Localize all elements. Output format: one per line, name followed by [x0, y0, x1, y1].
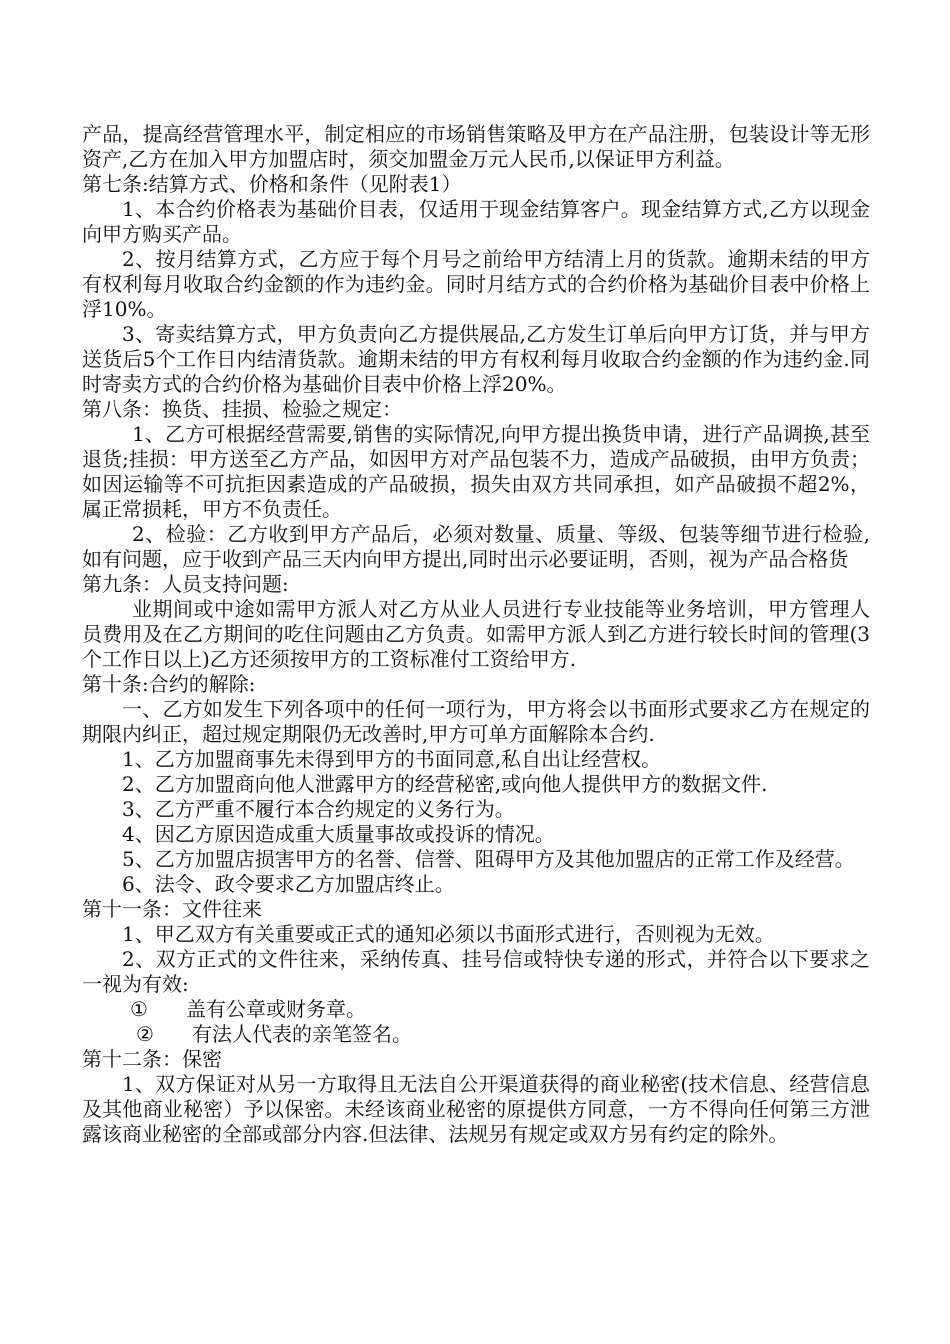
circled-two-marker: ② [136, 1022, 154, 1046]
article-8-title: 第八条：换货、挂损、检验之规定： [82, 397, 402, 421]
article-7-clause-2: 2、按月结算方式，乙方应于每个月号之前给甲方结清上月的货款。逾期未结的甲方有权利每月收取合约金额的作为违约金。同时月结方式的合约价格为基础价目表中价格上浮10%。 [82, 247, 870, 321]
article-10-item-4: 4、因乙方原因造成重大质量事故或投诉的情况。 [122, 822, 555, 846]
contract-body [82, 122, 870, 1147]
article-9-title: 第九条：人员支持问题: [82, 572, 289, 596]
requirement-a-text: 盖有公章或财务章。 [186, 997, 366, 1021]
article-8-clause-2: 2、检验：乙方收到甲方产品后，必须对数量、质量、等级、包装等细节进行检验,如有问题，应于收到产品三天内向甲方提出,同时出示必要证明，否则，视为产品合格货 [82, 522, 870, 571]
article-7-title: 第七条:结算方式、价格和条件（见附表1） [82, 172, 462, 196]
circled-one-marker: ① [130, 997, 148, 1021]
article-10-item-6: 6、法令、政令要求乙方加盟店终止。 [122, 872, 455, 896]
article-11-requirement-a [82, 997, 870, 1022]
article-11-requirement-b [82, 1022, 870, 1047]
article-10-title: 第十条:合约的解除: [82, 672, 256, 696]
article-7-clause-3: 3、寄卖结算方式，甲方负责向乙方提供展品,乙方发生订单后向甲方订货，并与甲方送货后5个工作日内结清货款。逾期未结的甲方有权利每月收取合约金额的作为违约金.同时寄卖方式的合约价格为基础价目表中价格上浮20%。 [82, 322, 870, 396]
article-10-item-3: 3、乙方严重不履行本合约规定的义务行为。 [122, 797, 515, 821]
article-9-clause-1: 业期间或中途如需甲方派人对乙方从业人员进行专业技能等业务培训，甲方管理人员费用及在乙方期间的吃住问题由乙方负责。如需甲方派人到乙方进行较长时间的管理(3个工作日以上)乙方还须按甲方的工资标准付工资给甲方. [82, 597, 870, 671]
article-8-clause-1: 1、乙方可根据经营需要,销售的实际情况,向甲方提出换货申请，进行产品调换,甚至退货;挂损：甲方送至乙方产品，如因甲方对产品包装不力，造成产品破损，由甲方负责；如因运输等不可抗拒因素造成的产品破损，损失由双方共同承担，如产品破损不超2%，属正常损耗，甲方不负责任。 [82, 422, 870, 521]
article-10-item-5: 5、乙方加盟店损害甲方的名誉、信誉、阻碍甲方及其他加盟店的正常工作及经营。 [122, 847, 855, 871]
article-12-title: 第十二条：保密 [82, 1047, 222, 1071]
article-11-title: 第十一条：文件往来 [82, 897, 262, 921]
article-10-item-1: 1、乙方加盟商事先未得到甲方的书面同意,私自出让经营权。 [122, 747, 662, 771]
article-11-clause-2: 2、双方正式的文件往来，采纳传真、挂号信或特快专递的形式，并符合以下要求之一视为有效: [82, 947, 870, 996]
article-12-clause-1: 1、双方保证对从另一方取得且无法自公开渠道获得的商业秘密(技术信息、经营信息及其他商业秘密）予以保密。未经该商业秘密的原提供方同意，一方不得向任何第三方泄露该商业秘密的全部或部分内容.但法律、法规另有规定或双方另有约定的除外。 [82, 1072, 870, 1146]
article-7-clause-1: 1、本合约价格表为基础价目表，仅适用于现金结算客户。现金结算方式,乙方以现金向甲方购买产品。 [82, 197, 870, 246]
article-10-item-2: 2、乙方加盟商向他人泄露甲方的经营秘密,或向他人提供甲方的数据文件. [122, 772, 768, 796]
article-10-intro: 一、乙方如发生下列各项中的任何一项行为，甲方将会以书面形式要求乙方在规定的期限内纠正，超过规定期限仍无改善时,甲方可单方面解除本合约. [82, 697, 870, 746]
requirement-b-text: 有法人代表的亲笔签名。 [192, 1022, 412, 1046]
article-11-clause-1: 1、甲乙双方有关重要或正式的通知必须以书面形式进行，否则视为无效。 [122, 922, 775, 946]
paragraph-fee: 产品，提高经营管理水平，制定相应的市场销售策略及甲方在产品注册，包装设计等无形资产,乙方在加入甲方加盟店时，须交加盟金万元人民币,以保证甲方利益。 [82, 122, 870, 171]
